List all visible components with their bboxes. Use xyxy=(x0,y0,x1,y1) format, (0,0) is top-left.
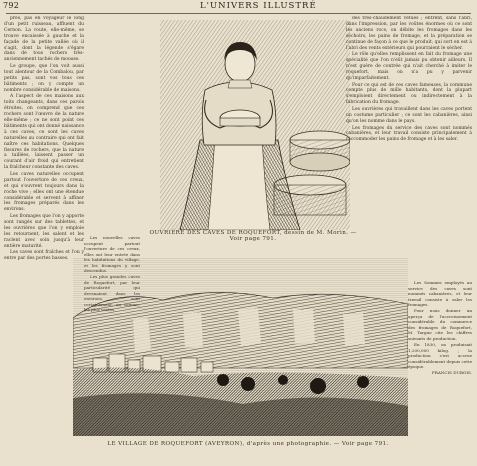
paragraph: prés, pas en voyageur le long d'un petit ruisseau, affluent du Cernon. La route, elle-même, se trouve encaissée à gauche et la façade de la petite vallée où il s'agit, dont la légende s'égare dans de tous rochers très-anciennement tachés de mousse. xyxy=(4,16,84,63)
right-lower-text-column xyxy=(408,280,472,450)
paragraph: Les fromages du service des caves sont nommés cabanières, et leur travail consiste principalement à raccommoder les pains de fromage et à les saler. xyxy=(346,125,472,143)
journal-title: L'UNIVERS ILLUSTRÉ xyxy=(200,1,317,11)
roquefort-village-engraving xyxy=(73,258,408,436)
paragraph: En 1830, on produisait 1,200,000 kilog. ; la production s'est accrue considérablement depuis cette époque. xyxy=(408,342,472,370)
paragraph: Les Sommes employés au service des caves sont nommés cabanières, et leur travail consiste à saler les fromages. xyxy=(408,280,472,307)
paragraph: Les caves sont fraîches et l'on y entre par des portes basses. xyxy=(4,250,84,262)
paragraph: Le rôle qu'elles remplissent en fait du fromage une spécialité que l'on n'eût jamais pu obtenir ailleurs. Il n'est guère de contrée qui n'ait cherché à imiter le roquefort, mais on n'a pu y parvenir qu'imparfaitement. xyxy=(346,52,472,81)
header-rule xyxy=(6,13,471,14)
paragraph: A l'aspect de ces maisons aux toits changeants, dans ces parois étroites, on comprend que ces rochers sont l'œuvre de la nature elle-même ; ce ne sont point ces bâtiments qui ont donné naissance à ces caves, ce sont les caves naturelles au contraire qui ont fait naître ces habitations. Quelques fissures de rochers, que la nature a taillées, laissent passer un courant d'air froid qui entretient la fraîcheur constante des caves. xyxy=(4,94,84,171)
left-text-column xyxy=(4,16,84,449)
paragraph: Les fromages que l'on y apporte sont rangés sur des tablettes, et les ouvrières que l'on y emploie les retournent, les salent et les raclent avec soin jusqu'à leur entière maturité. xyxy=(4,214,84,249)
right-text-column xyxy=(346,16,472,276)
paragraph: Les nouvelles caves occupent partout l'ouverture de ces creux, elles ont leur entrée dans xyxy=(84,235,140,257)
bottom-figure-caption: LE VILLAGE DE ROQUEFORT (AVEYRON), d'après une photographie. — Voir page 791. xyxy=(107,441,389,447)
paragraph: des très-chaudement vêtues ; entrent, sans l'abri, dans l'impression, par les voûtes énormes où ce sont les anciens rocs, on débite les fromages dans les séchoirs, les pains de fromage, et la préparation se continue de façon à ce que le produit, qui sort en est à l'abri des vents extérieurs qui pourraient le sécher. xyxy=(346,16,472,51)
cave-worker-engraving xyxy=(160,20,350,230)
paragraph: Le groupe, que l'on voit aussi tout alentour de la Combalou, par petits pas, sont vos tous ces bâtiments ; on y compte un nombre considérable de maisons. xyxy=(4,64,84,93)
author-signature: FRANCIS DUBOIS. xyxy=(431,370,472,376)
paragraph: Les caves naturelles occupent partout l'ouverture de ces creux, et qui s'ouvrent toujours dans la roche vive ; elles ont une étendue considérable et servent à affiner les fromages préparés dans les environs. xyxy=(4,171,84,213)
paragraph: Pour nous donner un aperçu de l'accroissement considérable du commerce des fromages de Roquefort, M. Targue cite les chiffres suivants de production. xyxy=(408,308,472,341)
paragraph: Pour ce qui est de ces caves fameuses, la commune compte plus de mille habitants, dont la plupart s'emploient directement ou indirectement à la fabrication du fromage. xyxy=(346,82,472,106)
paragraph: Les ouvrières qui travaillent dans les caves portent un costume particulier ; ce sont les cabanières, ainsi qu'on les nomme dans le pays. xyxy=(346,106,472,124)
top-figure-caption: OUVRIÈRE DES CAVES DE ROQUEFORT, dessin de M. Morin. — Voir page 791. xyxy=(149,230,357,242)
page-number: 792 xyxy=(3,1,20,10)
